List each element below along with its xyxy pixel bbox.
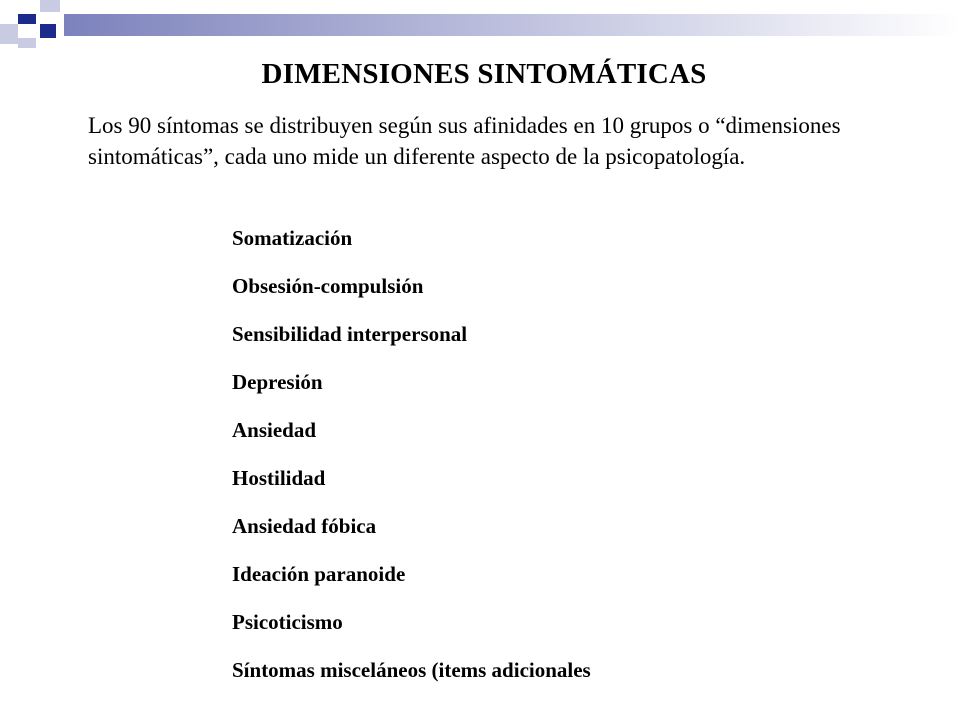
- dimension-item: Síntomas misceláneos (items adicionales: [232, 658, 591, 682]
- dimension-item: Hostilidad: [232, 466, 326, 490]
- slide-title: DIMENSIONES SINTOMÁTICAS: [261, 58, 707, 90]
- decor-square-light-bottom: [18, 38, 36, 48]
- dimension-item: Ansiedad fóbica: [232, 514, 377, 538]
- decor-square-light-top: [40, 0, 60, 12]
- decor-square-navy-top: [18, 14, 36, 24]
- header-gradient-bar: [64, 14, 960, 36]
- decor-square-light-left: [0, 24, 18, 44]
- dimension-item: Sensibilidad interpersonal: [232, 322, 468, 346]
- dimension-item: Somatización: [232, 226, 353, 250]
- dimension-item: Psicoticismo: [232, 610, 343, 634]
- intro-paragraph: Los 90 síntomas se distribuyen según sus afinidades en 10 grupos o “dimensiones sintomáticas”, cada uno mide un diferente aspecto de la psicopatología.: [88, 113, 841, 169]
- dimensions-list: [232, 224, 591, 704]
- dimension-item: Obsesión-compulsión: [232, 274, 424, 298]
- dimension-item: Ansiedad: [232, 418, 317, 442]
- dimension-item: Ideación paranoide: [232, 562, 406, 586]
- dimension-item: Depresión: [232, 370, 323, 394]
- decor-square-navy-bottom: [40, 24, 56, 38]
